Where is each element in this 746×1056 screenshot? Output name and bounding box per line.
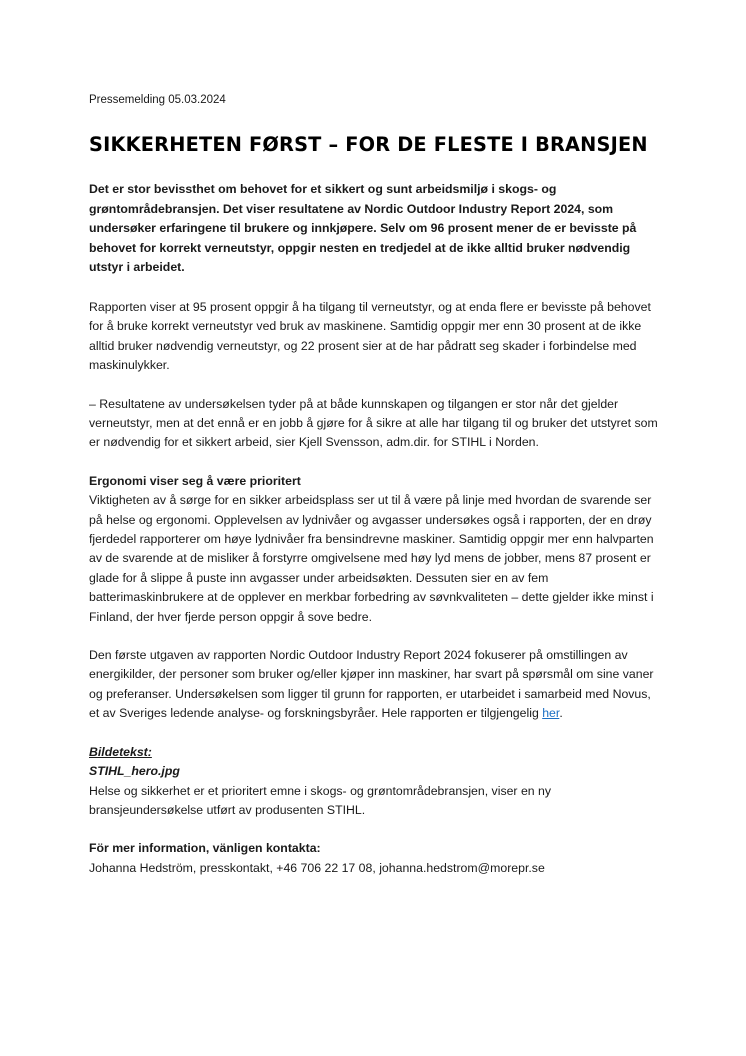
body-paragraph-3: Viktigheten av å sørge for en sikker arbeidsplass ser ut til å være på linje med hvordan de svarende ser på helse og ergonomi. Opplevelsen av lydnivåer og avgasser undersøkes også i rapporten, der en drøy fjerdedel rapporterer om høye lydnivåer fra bensindrevne maskiner. Samtidig oppgir mer enn halvparten av de svarende at de misliker å forstyrre omgivelsene med høy lyd mens de jobber, mens 87 prosent er glade for å slippe å puste inn avgasser under arbeidsøkten. Dessuten sier en av fem batterimaskinbrukere at de opplever en merkbar forbedring av søvnkvaliteten – dette gjelder ikke minst i Finland, der hver fjerde person oppgir å sove bedre.: [89, 493, 654, 624]
lead-paragraph: Det er stor bevissthet om behovet for et sikkert og sunt arbeidsmiljø i skogs- og grøntområdebransjen. Det viser resultatene av Nordic Outdoor Industry Report 2024, som undersøker erfaringene til brukere og innkjøpere. Selv om 96 prosent mener de er bevisste på behovet for korrekt verneutstyr, oppgir nesten en tredjedel at de ikke alltid bruker nødvendig utstyr i arbeidet.: [89, 182, 637, 275]
report-link[interactable]: her: [542, 706, 560, 721]
caption-heading: Bildetekst:: [89, 744, 152, 759]
quote-paragraph: – Resultatene av undersøkelsen tyder på at både kunnskapen og tilgangen er stor når det gjelder verneutstyr, men at det ennå er en jobb å gjøre for å sikre at alle har tilgang til og bruker det utstyret som er nødvendig for et sikkert arbeid, sier Kjell Svensson, adm.dir. for STIHL i Norden.: [89, 396, 658, 450]
caption-text: Helse og sikkerhet er et prioritert emne i skogs- og grøntområdebransjen, viser en ny bransjeundersøkelse utført av produsenten STIHL.: [89, 783, 552, 817]
body-paragraph-4-end: .: [559, 706, 563, 721]
ergonomics-section: [89, 472, 661, 627]
contact-text: Johanna Hedström, presskontakt, +46 706 22 17 08, johanna.hedstrom@morepr.se: [89, 860, 545, 875]
dateline: Pressemelding 05.03.2024: [89, 94, 226, 106]
body-paragraph-4-text: Den første utgaven av rapporten Nordic Outdoor Industry Report 2024 fokuserer på omstillingen av energikilder, der personer som bruker og/eller kjøper inn maskiner, har svart på spørsmål om sine vaner og preferanser. Undersøkelsen som ligger til grunn for rapporten, er utarbeidet i samarbeid med Novus, et av Sveriges ledende analyse- og forskningsbyråer. Hele rapporten er tilgjengelig: [89, 648, 654, 721]
contact-section: [89, 839, 661, 878]
press-release: [89, 92, 661, 897]
page-title: SIKKERHETEN FØRST – FOR DE FLESTE I BRANSJEN: [89, 133, 648, 156]
caption-section: [89, 743, 661, 821]
body-paragraph-1: Rapporten viser at 95 prosent oppgir å ha tilgang til verneutstyr, og at enda flere er bevisste på behovet for å bruke korrekt verneutstyr ved bruk av maskinene. Samtidig oppgir mer enn 30 prosent at de ikke alltid bruker nødvendig verneutstyr, og 22 prosent sier at de har pådratt seg skader i forbindelse med maskinulykker.: [89, 299, 651, 373]
section-heading: Ergonomi viser seg å være prioritert: [89, 473, 301, 488]
caption-filename: STIHL_hero.jpg: [89, 764, 180, 779]
contact-heading: För mer information, vänligen kontakta:: [89, 841, 321, 856]
body-paragraph-4: [89, 646, 661, 724]
